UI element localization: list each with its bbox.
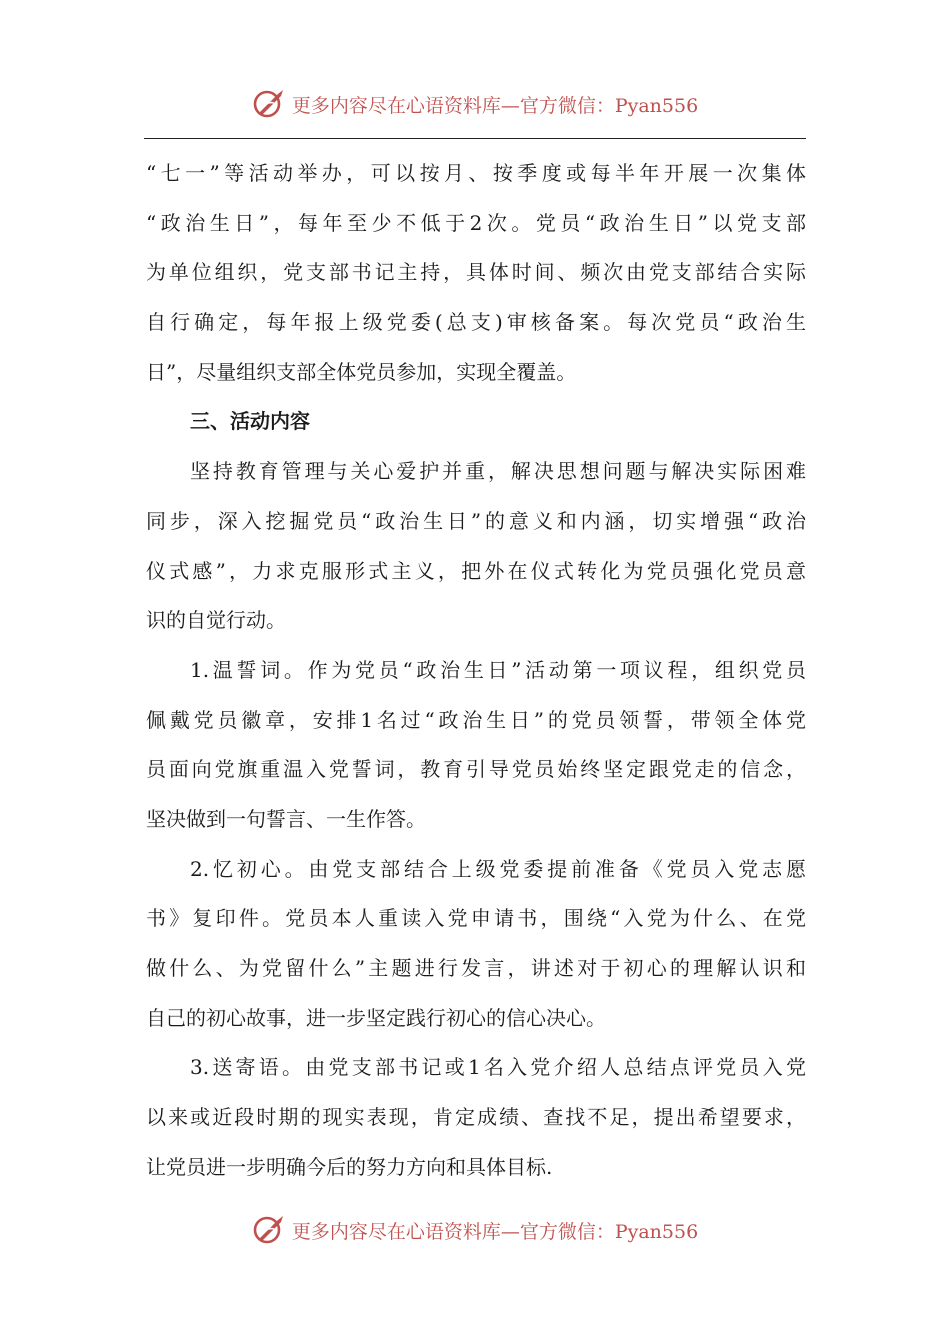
body-line: 自己的初心故事，进一步坚定践行初心的信心决心。 [146,1005,606,1030]
body-line: 让党员进一步明确今后的努力方向和具体目标. [146,1154,553,1179]
document-body [146,149,806,1192]
body-line: 佩戴党员徽章，安排1名过“政治生日”的党员领誓，带领全体党 [146,707,806,732]
body-line: 书》复印件。党员本人重读入党申请书，围绕“入党为什么、在党 [146,906,806,931]
body-line: 同步，深入挖掘党员“政治生日”的意义和内涵，切实增强“政治 [146,508,806,533]
body-line: 识的自觉行动。 [146,608,286,633]
body-line: “七一”等活动举办，可以按月、按季度或每半年开展一次集体 [146,161,806,185]
body-line: 仪式感”，力求克服形式主义，把外在仪式转化为党员强化党员意 [146,558,806,583]
pen-logo-icon [252,87,286,121]
header-banner [0,84,950,124]
header-banner-text: 更多内容尽在心语资料库—官方微信：Pyan556 [291,94,699,117]
header-divider [144,138,806,139]
body-line: 日”，尽量组织支部全体党员参加，实现全覆盖。 [146,359,577,384]
body-line: 2.忆初心。由党支部结合上级党委提前准备《党员入党志愿 [190,856,806,881]
body-line: 坚持教育管理与关心爱护并重，解决思想问题与解决实际困难 [190,459,806,484]
footer-banner [0,1210,950,1250]
body-line: 做什么、为党留什么”主题进行发言，讲述对于初心的理解认识和 [146,956,806,980]
body-line: 以来或近段时期的现实表现，肯定成绩、查找不足，提出希望要求， [146,1105,806,1130]
body-line: 为单位组织，党支部书记主持，具体时间、频次由党支部结合实际 [146,260,806,285]
body-line: 3.送寄语。由党支部书记或1名入党介绍人总结点评党员入党 [190,1055,806,1080]
body-line: 1.温誓词。作为党员“政治生日”活动第一项议程，组织党员 [190,657,806,682]
body-line: 坚决做到一句誓言、一生作答。 [146,806,426,831]
section-heading: 三、活动内容 [190,409,310,434]
body-line: 员面向党旗重温入党誓词，教育引导党员始终坚定跟党走的信念， [146,757,806,782]
body-line: 自行确定，每年报上级党委(总支)审核备案。每次党员“政治生 [146,310,806,335]
footer-banner-text: 更多内容尽在心语资料库—官方微信：Pyan556 [291,1220,699,1243]
body-line: “政治生日”，每年至少不低于2次。党员“政治生日”以党支部 [146,210,806,235]
pen-logo-icon [252,1213,286,1247]
